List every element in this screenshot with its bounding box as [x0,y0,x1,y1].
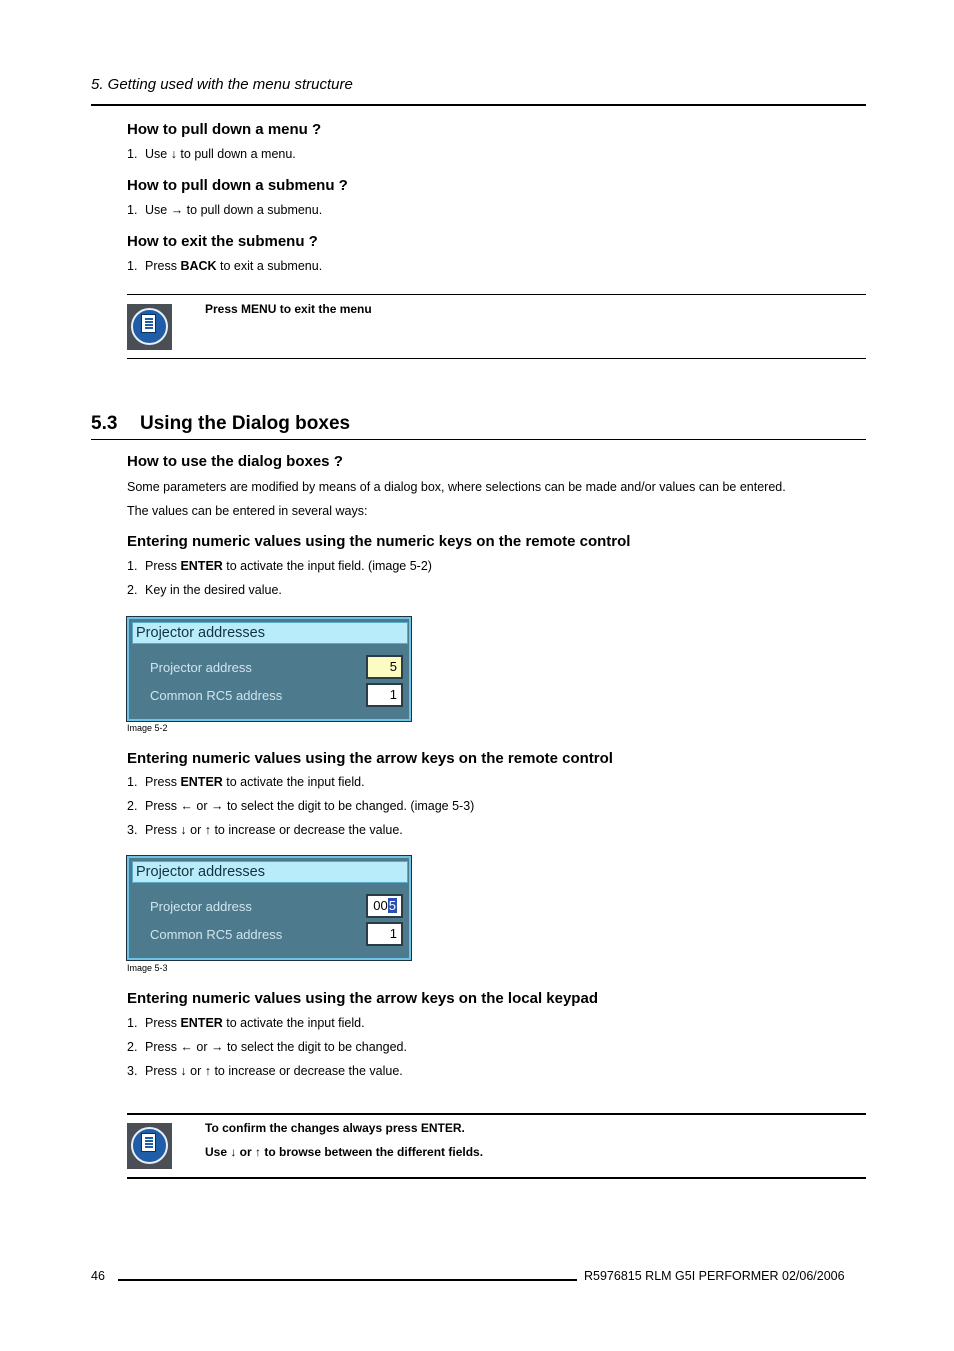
note-icon [127,1123,172,1169]
pull-menu-step [127,147,296,161]
note-box [127,294,866,359]
step-text: Press ← or → to select the digit to be changed. [145,1040,407,1054]
step-text-end: to activate the input field. (image 5-2) [222,559,432,573]
step-number: 2. [127,583,138,597]
step-number: 1. [127,147,138,161]
page-number: 46 [91,1269,105,1283]
common-rc5-address-field[interactable]: 1 [366,922,403,946]
common-rc5-address-label: Common RC5 address [150,688,283,703]
step-number: 3. [127,1064,138,1078]
arrow-remote-step [127,799,474,813]
step-key: ENTER [180,1016,223,1030]
dialog-intro-title: How to use the dialog boxes ? [127,453,343,470]
numeric-keys-title: Entering numeric values using the numeric keys on the remote control [127,533,631,550]
exit-submenu-title: How to exit the submenu ? [127,233,318,250]
step-number: 1. [127,1016,138,1030]
note-icon [127,304,172,350]
exit-submenu-step [127,259,322,273]
step-number: 2. [127,1040,138,1054]
common-rc5-address-label: Common RC5 address [150,927,283,942]
note-text-2: Use ↓ or ↑ to browse between the different fields. [205,1145,484,1159]
step-text: Use ↓ to pull down a menu. [145,147,296,161]
section-rule [91,439,866,440]
note-box [127,1113,866,1179]
dialog-title: Projector addresses [132,622,408,644]
projector-address-label: Projector address [150,899,252,914]
arrow-remote-step [127,775,365,789]
step-text: Press [145,259,181,273]
pull-submenu-step [127,203,322,217]
numeric-keys-step [127,559,432,573]
step-text-end: to activate the input field. [222,775,365,789]
common-rc5-address-field[interactable]: 1 [366,683,403,707]
arrow-local-title: Entering numeric values using the arrow keys on the local keypad [127,990,598,1007]
section-title: Using the Dialog boxes [140,413,351,434]
image-caption: Image 5-2 [127,723,168,733]
step-text: Press ↓ or ↑ to increase or decrease the value. [145,1064,403,1078]
step-text-end: to activate the input field. [222,1016,365,1030]
projector-addresses-dialog [127,856,411,960]
projector-address-field[interactable]: 5 [366,655,403,679]
step-text: Press ↓ or ↑ to increase or decrease the value. [145,823,403,837]
arrow-local-step [127,1016,365,1030]
step-text: Use → to pull down a submenu. [145,203,323,217]
step-text-end: to exit a submenu. [216,259,323,273]
digit-cursor: 5 [388,898,396,913]
projector-address-field[interactable] [366,894,403,918]
step-text: Press [145,775,181,789]
step-key: ENTER [180,775,223,789]
chapter-header: 5. Getting used with the menu structure [91,76,353,93]
arrow-local-step [127,1064,403,1078]
step-number: 2. [127,799,138,813]
step-text: Press [145,559,181,573]
field-digits: 00 [373,898,388,913]
pull-submenu-title: How to pull down a submenu ? [127,177,348,194]
dialog-intro-paragraph: Some parameters are modified by means of a dialog box, where selections can be made and/or values can be entered. [127,480,786,494]
header-rule [91,104,866,106]
note-text: Press MENU to exit the menu [205,302,372,316]
arrow-remote-step [127,823,403,837]
footer-rule [118,1279,577,1281]
step-number: 1. [127,775,138,789]
step-text: Press ← or → to select the digit to be changed. (image 5-3) [145,799,475,813]
projector-address-label: Projector address [150,660,252,675]
arrow-remote-title: Entering numeric values using the arrow keys on the remote control [127,750,613,767]
note-text: To confirm the changes always press ENTER. [205,1121,465,1135]
projector-addresses-dialog [127,617,411,721]
dialog-intro-paragraph-2: The values can be entered in several ways: [127,504,368,518]
step-number: 1. [127,559,138,573]
pull-menu-title: How to pull down a menu ? [127,121,322,138]
section-number: 5.3 [91,413,118,434]
image-caption: Image 5-3 [127,963,168,973]
step-text: Key in the desired value. [145,583,282,597]
step-key: BACK [180,259,217,273]
step-key: ENTER [180,559,223,573]
step-text: Press [145,1016,181,1030]
document-id: R5976815 RLM G5I PERFORMER 02/06/2006 [584,1269,845,1283]
step-number: 1. [127,203,138,217]
section-heading [91,413,350,435]
dialog-title: Projector addresses [132,861,408,883]
numeric-keys-step [127,583,282,597]
arrow-local-step [127,1040,407,1054]
step-number: 3. [127,823,138,837]
step-number: 1. [127,259,138,273]
